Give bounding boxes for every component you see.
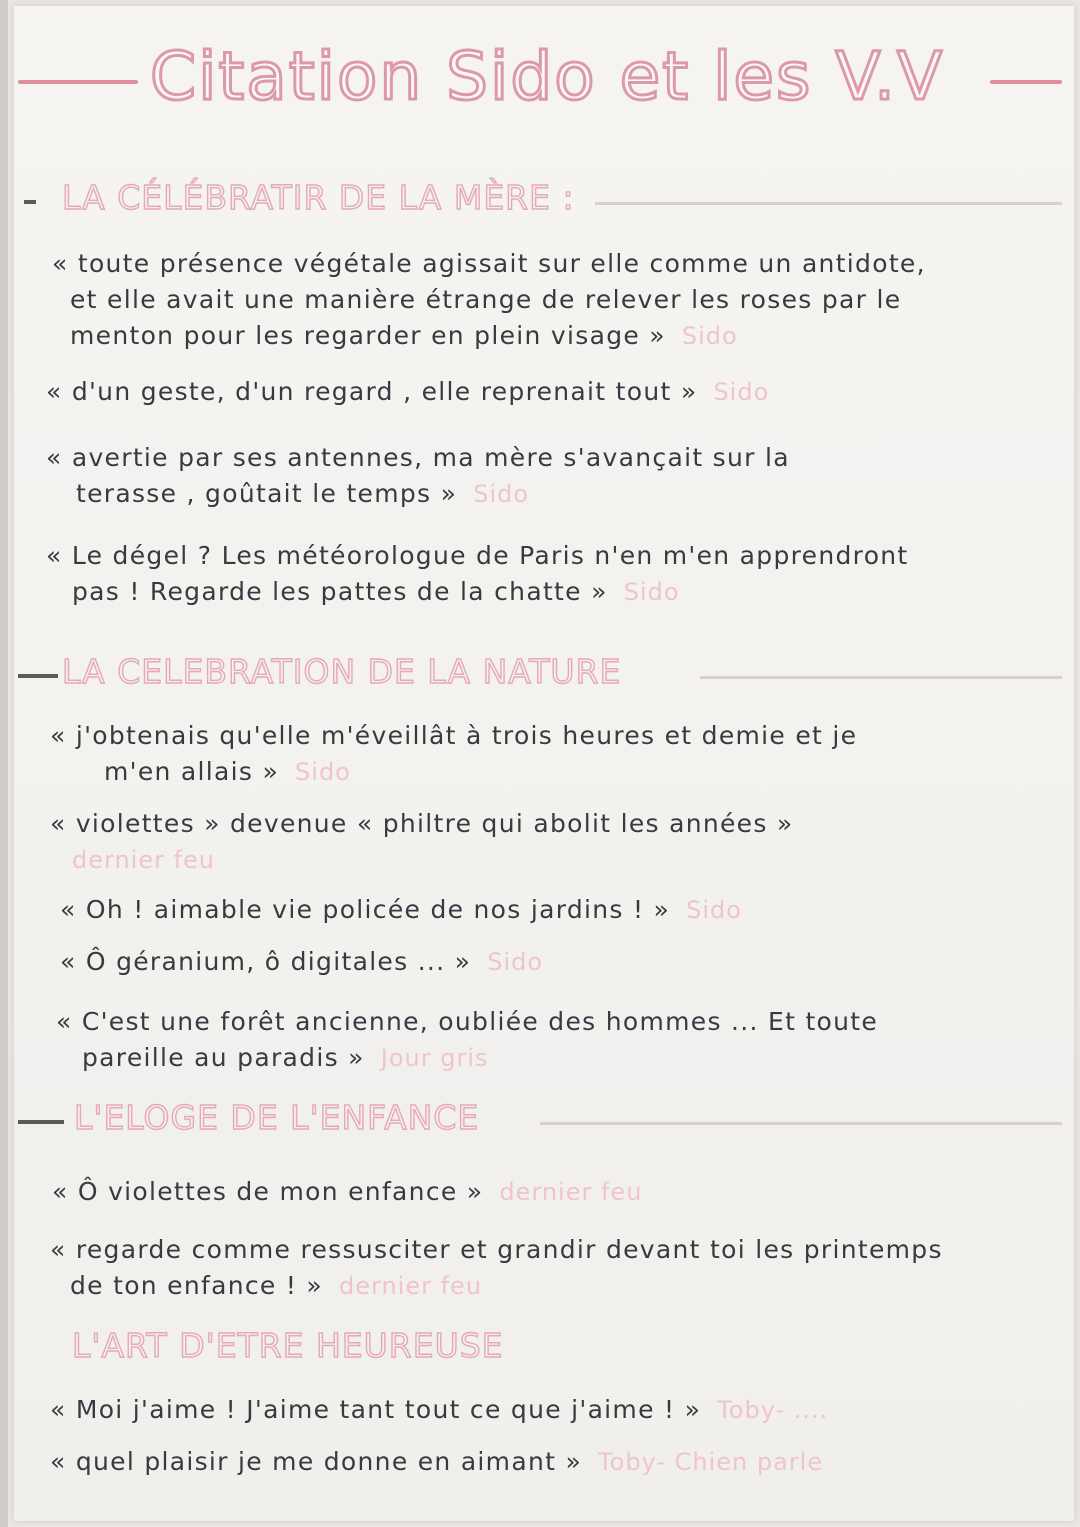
section-dash	[24, 200, 36, 204]
quote: « Oh ! aimable vie policée de nos jardins ! » Sido	[60, 895, 742, 924]
section-childhood	[0, 1098, 1080, 1142]
quote: « violettes » devenue « philtre qui abolit les années » dernier feu	[50, 806, 1050, 878]
section-rule	[700, 676, 1062, 679]
quote-source: Sido	[623, 578, 680, 606]
quote-source: dernier feu	[339, 1272, 483, 1300]
page-edge	[0, 0, 8, 1527]
section-happiness	[0, 1326, 1080, 1370]
section-heading: LA CELEBRATION DE LA NATURE	[62, 652, 622, 691]
quote: « d'un geste, d'un regard , elle reprenait tout » Sido	[46, 377, 770, 406]
quote: « avertie par ses antennes, ma mère s'avançait sur la terasse , goûtait le temps » Sido	[46, 443, 790, 508]
quote-source: Jour gris	[380, 1044, 489, 1072]
section-heading: L'ART D'ETRE HEUREUSE	[72, 1326, 504, 1365]
section-dash	[18, 674, 58, 678]
section-rule	[540, 1122, 1062, 1125]
section-dash	[18, 1120, 64, 1124]
quote-source: Sido	[681, 322, 738, 350]
quote: « toute présence végétale agissait sur elle comme un antidote, et elle avait une manière étrange de relever les roses par le menton pour les regarder en plein visage » Sido	[52, 249, 926, 350]
quote-source: Sido	[295, 758, 351, 786]
page-title-text: Citation Sido et les V.V	[150, 38, 945, 115]
quote-source: Sido	[487, 948, 544, 976]
title-left-line	[18, 80, 138, 84]
quote: « Le dégel ? Les météorologue de Paris n'en m'en apprendront pas ! Regarde les pattes de la chatte » Sido	[46, 541, 909, 606]
section-heading: L'ELOGE DE L'ENFANCE	[74, 1098, 480, 1137]
page-title	[0, 28, 1080, 128]
quote: « quel plaisir je me donne en aimant » Toby- Chien parle	[50, 1447, 824, 1476]
quote-source: Sido	[686, 896, 742, 924]
section-nature	[0, 652, 1080, 696]
quote-source: Toby- ....	[717, 1396, 829, 1424]
quote: « Ô géranium, ô digitales ... » Sido	[60, 947, 544, 976]
quote-source: dernier feu	[499, 1178, 643, 1206]
section-mother	[0, 178, 1080, 222]
quote-source: Toby- Chien parle	[598, 1448, 824, 1476]
section-heading: LA CÉLÉBRATIR DE LA MÈRE :	[62, 178, 575, 217]
quote: « Moi j'aime ! J'aime tant tout ce que j'aime ! » Toby- ....	[50, 1395, 829, 1424]
quote: « C'est une forêt ancienne, oubliée des hommes ... Et toute pareille au paradis » Jour gris	[56, 1007, 879, 1072]
section-rule	[595, 202, 1062, 205]
quote: « Ô violettes de mon enfance » dernier feu	[52, 1177, 643, 1206]
quote-source: Sido	[473, 480, 530, 508]
quote: « j'obtenais qu'elle m'éveillât à trois heures et demie et je m'en allais » Sido	[50, 721, 858, 786]
quote-source: dernier feu	[72, 846, 216, 874]
title-right-line	[990, 80, 1062, 84]
quote-source: Sido	[713, 378, 770, 406]
quote: « regarde comme ressusciter et grandir devant toi les printemps de ton enfance ! » dernier feu	[50, 1235, 943, 1300]
